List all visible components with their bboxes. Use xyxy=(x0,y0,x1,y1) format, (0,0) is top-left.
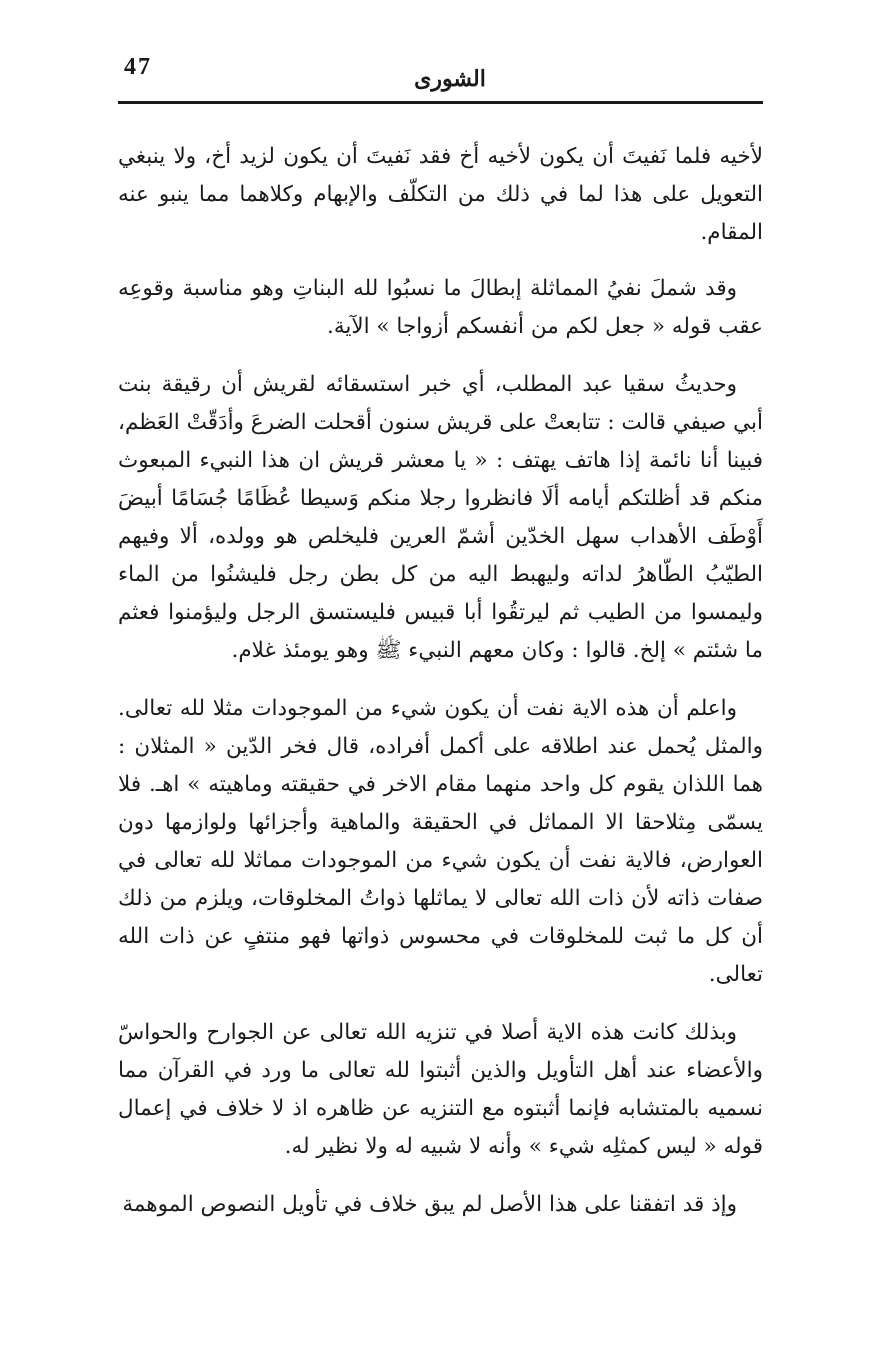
header-rule xyxy=(118,101,763,104)
paragraph-2: وقد شملَ نفيُ المماثلة إبطالَ ما نسبُوا لله البناتِ وهو مناسبة وقوعِه عقب قوله « جعل لكم من أنفسكم أزواجا » الآية. xyxy=(118,276,763,339)
paragraph-3: وحديثُ سقيا عبد المطلب، أي خبر استسقائه لقريش أن رقيقة بنت أبي صيفي قالت : تتابعتْ على قريش سنون أقحلت الضرعَ وأدَقّتْ العَظم، فبينا أنا نائمة إذا هاتف يهتف : « يا معشر قريش ان هذا النبيء المبعوث منكم قد أظلتكم أيامه ألَا فانظروا رجلا منكم وَسيطا عُظَامًا جُسَامًا أبيضَ أَوْطَف الأهداب سهل الخدّين أشمّ العرين فليخلص هو وولده، ألا وفيهم الطيّبُ الطّاهرُ لداته وليهبط اليه من كل بطن رجل فليشنُوا من الماء وليمسوا من الطيب ثم ليرتقُوا أبا قبيس فليستسق الرجل وليؤمنوا فعثم ما شئتم » إلخ. قالوا : وكان معهم النبيء ﷺ وهو يومئذ غلام. xyxy=(118,372,763,663)
paragraph-6: وإذ قد اتفقنا على هذا الأصل لم يبق خلاف في تأويل النصوص الموهمة xyxy=(122,1192,737,1217)
paragraph-5: وبذلك كانت هذه الاية أصلا في تنزيه الله تعالى عن الجوارح والحواسّ والأعضاء عند أهل التأويل والذين أثبتوا لله تعالى ما ورد في القرآن مما نسميه بالمتشابه فإنما أثبتوه مع التنزيه عن ظاهره اذ لا خلاف في إعمال قوله « ليس كمثلِه شيء » وأنه لا شبيه له ولا نظير له. xyxy=(118,1020,763,1159)
body-text xyxy=(118,138,763,1242)
running-title: الشورى xyxy=(414,66,486,92)
paragraph-1: لأخيه فلما نَفيتَ أن يكون لأخيه أخ فقد نَفيتَ أن يكون لزيد أخ، ولا ينبغي التعويل على هذا لما في ذلك من التكلّف والإبهام وكلاهما مما ينبو عنه المقام. xyxy=(118,144,763,245)
page-number: 47 xyxy=(124,54,152,80)
paragraph-4: واعلم أن هذه الاية نفت أن يكون شيء من الموجودات مثلا لله تعالى. والمثل يُحمل عند اطلاقه على أكمل أفراده، قال فخر الدّين « المثلان : هما اللذان يقوم كل واحد منهما مقام الاخر في حقيقته وماهيته » اهـ. فلا يسمّى مِثلاحقا الا المماثل في الحقيقة والماهية وأجزائها ولوازمها دون العوارض، فالاية نفت أن يكون شيء من الموجودات مماثلا لله تعالى في صفات ذاته لأن ذات الله تعالى لا يماثلها ذواتُ المخلوقات، ويلزم من ذلك أن كل ما ثبت للمخلوقات في محسوس ذواتها فهو منتفٍ عن ذات الله تعالى. xyxy=(118,696,763,987)
